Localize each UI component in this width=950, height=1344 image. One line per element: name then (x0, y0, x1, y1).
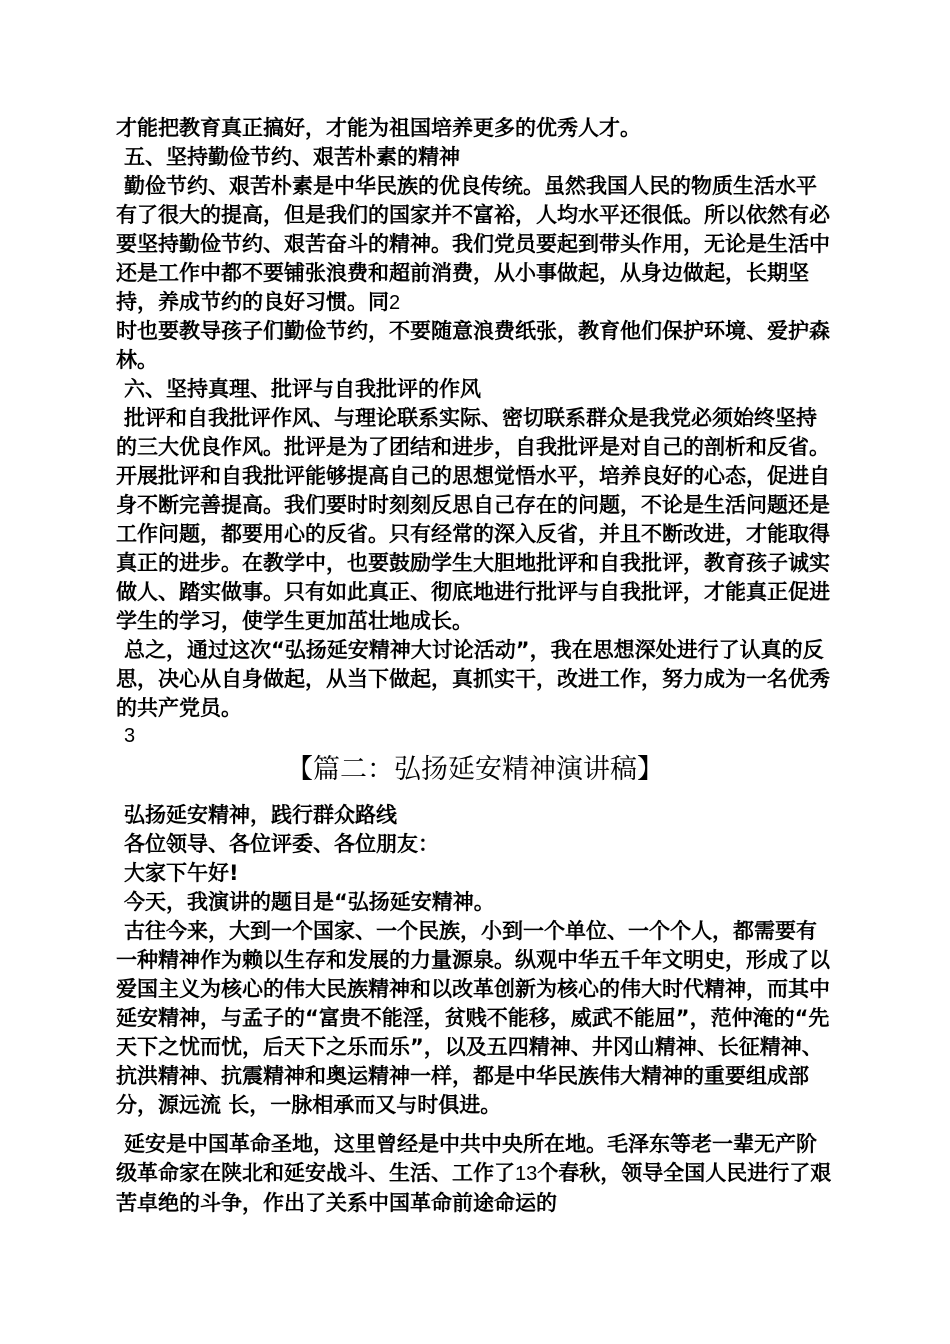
paragraph-tail: 才能把教育真正搞好，才能为祖国培养更多的优秀人才。 (116, 116, 641, 140)
page-number-2: 2 (389, 292, 401, 314)
speech-hello: 大家下午好! (124, 861, 239, 885)
article-title: 【篇二：弘扬延安精神演讲稿】 (286, 754, 664, 785)
years-number: 13 (515, 1163, 538, 1185)
paragraph-conclusion: 总之，通过这次“弘扬延安精神大讨论活动”，我在思想深处进行了认真的反思，决心从自身做起，从当下做起，真抓实干，改进工作，努力成为一名优秀的共产党员。 (116, 638, 830, 720)
speech-topic: 今天，我演讲的题目是“弘扬延安精神。 (124, 890, 495, 914)
paragraph-yanan-text-a: 延安是中国革命圣地，这里曾经是中共中央所在地。毛泽东等老一辈无产阶级革命家在陕北和延安战斗、生活、工作了 (116, 1132, 817, 1185)
page-number-3: 3 (124, 725, 136, 747)
paragraph-criticism: 批评和自我批评作风、与理论联系实际、密切联系群众是我党必须始终坚持的三大优良作风。批评是为了团结和进步，自我批评是对自己的剖析和反省。开展批评和自我批评能够提高自己的思想觉悟水平，培养良好的心态，促进自身不断完善提高。我们要时时刻刻反思自己存在的问题，不论是生活问题还是工作问题，都要用心的反省。只有经常的深入反省，并且不断改进，才能取得真正的进步。在教学中，也要鼓励学生大胆地批评和自我批评，教育孩子诚实做人、踏实做事。只有如此真正、彻底地进行批评与自我批评，才能真正促进学生的学习，使学生更加茁壮地成长。 (116, 406, 830, 633)
paragraph-thrift-text: 勤俭节约、艰苦朴素是中华民族的优良传统。虽然我国人民的物质生活水平有了很大的提高，但是我们的国家并不富裕，人均水平还很低。所以依然有必要坚持勤俭节约、艰苦奋斗的精神。我们党员要起到带头作用，无论是生活中还是工作中都不要铺张浪费和超前消费，从小事做起，从身边做起，长期坚持，养成节约的良好习惯。同 (116, 174, 830, 314)
speech-greeting: 各位领导、各位评委、各位朋友： (124, 832, 439, 856)
section-heading-6: 六、坚持真理、批评与自我批评的作风 (124, 377, 481, 401)
paragraph-yanan-text-b: 个春秋，领导全国人民进行了艰苦卓绝的斗争，作出了关系中国革命前途命运的 (116, 1161, 832, 1215)
paragraph-yanan (116, 1130, 836, 1218)
section-heading-5: 五、坚持勤俭节约、艰苦朴素的精神 (124, 145, 460, 169)
paragraph-thrift (116, 172, 836, 318)
paragraph-spirit: 古往今来，大到一个国家、一个民族，小到一个单位、一个个人，都需要有一种精神作为赖以生存和发展的力量源泉。纵观中华五千年文明史，形成了以爱国主义为核心的伟大民族精神和以改革创新为核心的伟大时代精神，而其中延安精神，与孟子的“富贵不能淫，贫贱不能移，威武不能屈”，范仲淹的“先天下之忧而忧，后天下之乐而乐”，以及五四精神、井冈山精神、长征精神、抗洪精神、抗震精神和奥运精神一样，都是中华民族伟大精神的重要组成部分，源远流 长，一脉相承而又与时俱进。 (116, 919, 830, 1117)
speech-subtitle: 弘扬延安精神，践行群众路线 (124, 803, 397, 827)
paragraph-thrift-cont: 时也要教导孩子们勤俭节约，不要随意浪费纸张，教育他们保护环境、爱护森林。 (116, 319, 830, 372)
